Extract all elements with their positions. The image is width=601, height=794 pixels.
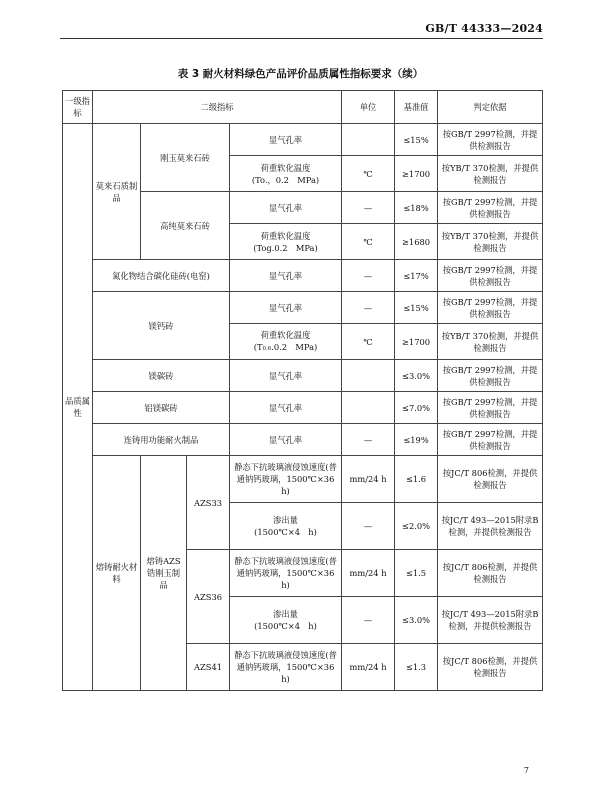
group-mgca: 镁钙砖: [93, 292, 230, 360]
group-mgc: 镁碳砖: [93, 360, 230, 392]
header-unit: 单位: [342, 91, 395, 124]
baseline-cell: ≥1700: [395, 324, 438, 360]
criterion-cell: 按YB/T 370检测，并提供检测报告: [438, 324, 543, 360]
page-number: 7: [523, 766, 529, 775]
indicator-main: 荷重软化温度: [260, 230, 311, 241]
baseline-cell: ≤15%: [395, 292, 438, 324]
primary-group-cell: 品质属性: [63, 124, 93, 691]
baseline-cell: ≤1.5: [395, 550, 438, 597]
indicator-condition: (Tog.0.2 MPa): [253, 242, 318, 253]
unit-cell: —: [342, 260, 395, 292]
indicator-condition: (1500℃×4 h): [254, 621, 317, 631]
criterion-cell: 按YB/T 370检测，并提供检测报告: [438, 224, 543, 260]
unit-cell: —: [342, 597, 395, 644]
indicator-cell: 显气孔率: [230, 424, 342, 456]
unit-cell: mm/24 h: [342, 456, 395, 503]
table-row: [63, 260, 543, 292]
unit-cell: ℃: [342, 324, 395, 360]
unit-cell: [342, 124, 395, 156]
unit-cell: mm/24 h: [342, 550, 395, 597]
unit-cell: ℃: [342, 156, 395, 192]
indicator-cell: 静态下抗玻璃液侵蚀速度(普通钠钙玻璃，1500℃×36 h): [230, 644, 342, 691]
header-criterion: 判定依据: [438, 91, 543, 124]
indicator-main: 荷重软化温度: [260, 329, 311, 340]
indicator-cell: 显气孔率: [230, 192, 342, 224]
criterion-cell: 按GB/T 2997检测，并提供检测报告: [438, 292, 543, 324]
unit-cell: mm/24 h: [342, 644, 395, 691]
indicator-cell: [230, 597, 342, 644]
table-row: [63, 456, 543, 503]
indicator-cell: 显气孔率: [230, 260, 342, 292]
indicator-cell: 静态下抗玻璃液侵蚀速度(普通钠钙玻璃，1500℃×36 h): [230, 456, 342, 503]
unit-cell: [342, 392, 395, 424]
baseline-cell: ≤19%: [395, 424, 438, 456]
group-mullite: 莫来石质制品: [93, 124, 141, 260]
group-almgc: 铝镁碳砖: [93, 392, 230, 424]
header-secondary: 二级指标: [93, 91, 342, 124]
group-corundum-mullite: 刚玉莫来石砖: [141, 124, 230, 192]
grade-azs33: AZS33: [187, 456, 230, 550]
group-fused-cast: 熔铸耐火材料: [93, 456, 141, 691]
table-row: [63, 124, 543, 156]
header-primary: 一级指标: [63, 91, 93, 124]
baseline-cell: ≤7.0%: [395, 392, 438, 424]
condition-suffix: .0.2 MPa): [271, 341, 318, 352]
quality-attribute-table: [62, 90, 543, 691]
baseline-cell: ≤18%: [395, 192, 438, 224]
criterion-cell: 按GB/T 2997检测，并提供检测报告: [438, 392, 543, 424]
baseline-cell: ≤15%: [395, 124, 438, 156]
indicator-main: 荷重软化温度: [260, 162, 311, 173]
group-sin-sic: 氮化物结合碳化硅砖(电窑): [93, 260, 230, 292]
unit-cell: —: [342, 192, 395, 224]
baseline-cell: ≤2.0%: [395, 503, 438, 550]
criterion-cell: 按GB/T 2997检测，并提供检测报告: [438, 424, 543, 456]
header-baseline: 基准值: [395, 91, 438, 124]
baseline-cell: ≤17%: [395, 260, 438, 292]
indicator-condition: (To.，0.2 MPa): [251, 174, 320, 185]
baseline-cell: ≤3.0%: [395, 597, 438, 644]
group-high-purity-mullite: 高纯莫来石砖: [141, 192, 230, 260]
header-rule: [60, 38, 543, 39]
criterion-cell: 按GB/T 2997检测，并提供检测报告: [438, 124, 543, 156]
indicator-cell: 静态下抗玻璃液侵蚀速度(普通钠钙玻璃，1500℃×36 h): [230, 550, 342, 597]
table-title: 表 3 耐火材料绿色产品评价品质属性指标要求（续）: [177, 68, 424, 80]
baseline-cell: ≤1.3: [395, 644, 438, 691]
grade-azs36: AZS36: [187, 550, 230, 644]
unit-cell: —: [342, 424, 395, 456]
group-fused-azs: 熔铸AZS锆刚玉制品: [141, 456, 187, 691]
indicator-condition: (1500℃×4 h): [254, 527, 317, 537]
indicator-cell: 显气孔率: [230, 360, 342, 392]
criterion-cell: 按JC/T 806检测，并提供检测报告: [438, 456, 543, 503]
table-header-row: [63, 91, 543, 124]
indicator-cell: [230, 156, 342, 192]
criterion-cell: 按YB/T 370检测，并提供检测报告: [438, 156, 543, 192]
criterion-cell: 按GB/T 2997检测，并提供检测报告: [438, 192, 543, 224]
indicator-cell: [230, 224, 342, 260]
table-row: [63, 392, 543, 424]
indicator-cell: [230, 503, 342, 550]
criterion-cell: 按JC/T 493—2015附录B检测，并提供检测报告: [438, 597, 543, 644]
criterion-cell: 按JC/T 493—2015附录B检测，并提供检测报告: [438, 503, 543, 550]
condition-subscript: 0.6: [262, 345, 272, 352]
indicator-cell: 显气孔率: [230, 292, 342, 324]
indicator-cell: [230, 324, 342, 360]
baseline-cell: ≤1.6: [395, 456, 438, 503]
criterion-cell: 按GB/T 2997检测，并提供检测报告: [438, 360, 543, 392]
baseline-cell: ≥1700: [395, 156, 438, 192]
criterion-cell: 按GB/T 2997检测，并提供检测报告: [438, 260, 543, 292]
criterion-cell: 按JC/T 806检测，并提供检测报告: [438, 644, 543, 691]
table-row: [63, 424, 543, 456]
baseline-cell: ≥1680: [395, 224, 438, 260]
unit-cell: —: [342, 292, 395, 324]
indicator-main: 渗出量: [273, 609, 298, 619]
indicator-cell: 显气孔率: [230, 392, 342, 424]
condition-prefix: (T: [253, 341, 263, 352]
table-row: [63, 292, 543, 324]
group-casting-functional: 连铸用功能耐火制品: [93, 424, 230, 456]
indicator-cell: 显气孔率: [230, 124, 342, 156]
unit-cell: ℃: [342, 224, 395, 260]
baseline-cell: ≤3.0%: [395, 360, 438, 392]
grade-azs41: AZS41: [187, 644, 230, 691]
criterion-cell: 按JC/T 806检测，并提供检测报告: [438, 550, 543, 597]
table-row: [63, 360, 543, 392]
standard-code: GB/T 44333—2024: [425, 22, 543, 35]
indicator-main: 渗出量: [273, 515, 298, 525]
unit-cell: —: [342, 503, 395, 550]
indicator-condition: [232, 341, 339, 355]
unit-cell: [342, 360, 395, 392]
